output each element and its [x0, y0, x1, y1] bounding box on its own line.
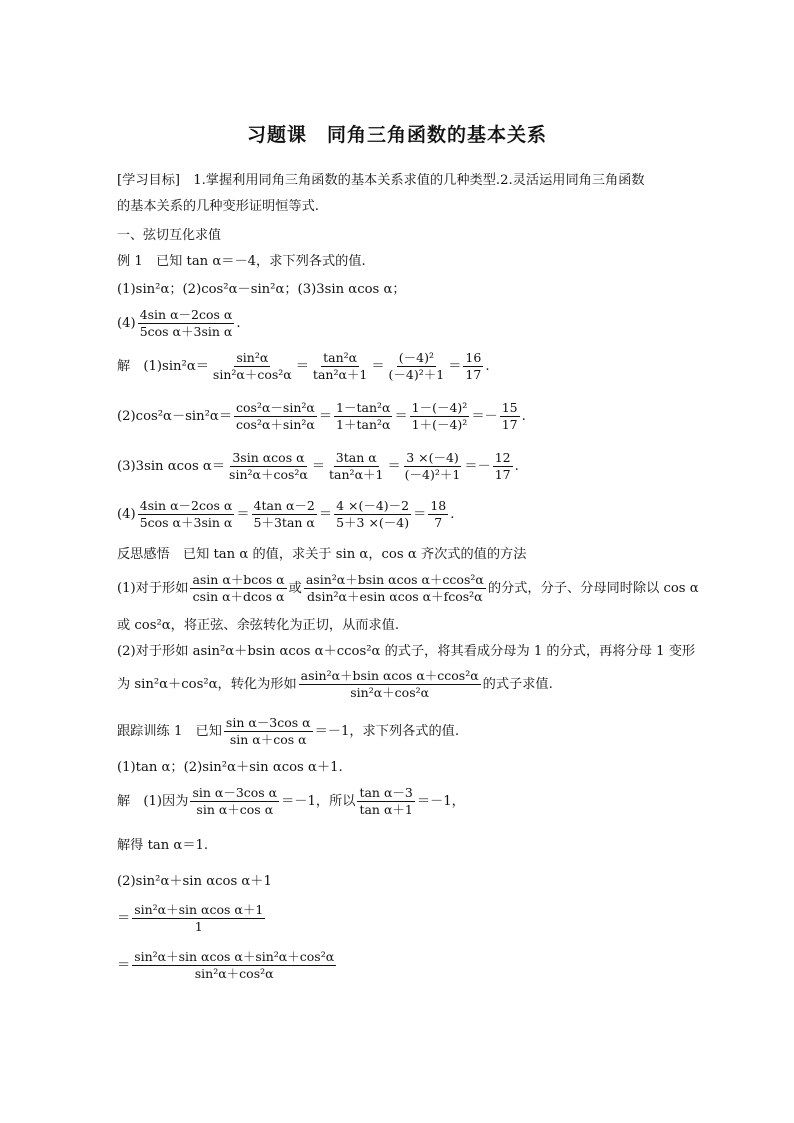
denominator: 5cos α＋3sin α [139, 515, 233, 531]
practice-1-stem [117, 716, 459, 748]
denominator: sin α＋cos α [196, 802, 274, 818]
numerator: sin²α＋sin αcos α＋1 [132, 903, 265, 919]
reflection-heading: 反思感悟 已知 tan α 的值，求关于 sin α，cos α 齐次式的值的方法 [117, 547, 527, 562]
denominator: 17 [494, 467, 511, 483]
denominator: sin²α＋cos²α [229, 467, 308, 483]
denominator: 5cos α＋3sin α [139, 324, 233, 340]
learning-objectives-line-2: 的基本关系的几种变形证明恒等式. [117, 199, 320, 214]
solution-label: 解 (1)sin²α＝ [117, 358, 209, 374]
practice-solution-2-step-1 [117, 903, 267, 935]
denominator: 1＋tan²α [336, 417, 391, 433]
fraction [304, 573, 486, 605]
equals: ＝ [448, 358, 462, 374]
numerator: (－4)² [397, 351, 436, 367]
denominator: tan α＋1 [359, 802, 413, 818]
text: 或 [288, 580, 302, 596]
fraction [311, 351, 369, 383]
numerator: sin²α＋sin αcos α＋sin²α＋cos²α [132, 950, 336, 966]
fraction [357, 786, 414, 818]
numerator: asin²α＋bsin αcos α＋ccos²α [304, 573, 486, 589]
text: 跟踪训练 1 已知 [117, 723, 222, 739]
denominator: sin²α＋cos²α [194, 966, 274, 982]
fraction [234, 401, 317, 433]
text: 解 (1)因为 [117, 793, 189, 809]
fraction [403, 451, 463, 483]
equals: ＝ [117, 957, 131, 973]
equals: ＝ [371, 358, 385, 374]
solution-label: (2)cos²α－sin²α＝ [117, 408, 233, 424]
fraction [428, 499, 448, 531]
solution-4-line: (4) $\frac{\text{4sin α－2cos α}}{\text{5cos α＋3sin α}}$ ＝ $\frac{\text{4tan α－2}}{\text{5＋3tan α}}$ ＝ $\frac{4 \times(-4)-2}{5+3 \times(-4)}$ ＝ $\frac{18}{7}$ . [117, 498, 455, 531]
denominator: 7 [434, 515, 443, 531]
numerator: 15 [500, 401, 520, 417]
denominator: tan²α＋1 [312, 367, 368, 383]
numerator: cos²α－sin²α [234, 401, 317, 417]
text: 的分式，分子、分母同时除以 cos α [487, 580, 699, 596]
denominator: csin α＋dcos α [192, 589, 285, 605]
text: ＝－1， [416, 793, 465, 809]
numerator: sin α－3cos α [224, 716, 313, 732]
practice-1-items: (1)tan α；(2)sin²α＋sin αcos α＋1. [117, 760, 343, 775]
fraction [334, 499, 411, 531]
denominator: cos²α＋sin²α [236, 417, 315, 433]
numerator: 4sin α－2cos α [138, 308, 235, 324]
fraction [224, 716, 313, 748]
section-heading: 一、弦切互化求值 [117, 228, 222, 243]
fraction [132, 950, 336, 982]
equals: ＝ [394, 408, 408, 424]
fraction [463, 351, 483, 383]
example-1-stem: 例 1 已知 tan α＝－4，求下列各式的值. [117, 254, 366, 269]
period: . [236, 315, 241, 331]
fraction [410, 401, 470, 433]
numerator: 3 ×(－4) [404, 451, 461, 467]
text: ＝－1，求下列各式的值. [314, 723, 460, 739]
reflection-point-1 [117, 573, 699, 605]
numerator: asin α＋bcos α [190, 573, 286, 589]
equals: ＝－ [471, 408, 498, 424]
numerator: 4tan α－2 [252, 499, 317, 515]
solution-1-line: 解 (1)sin²α＝ $\frac{\text{sin²α}}{\text{sin²α＋cos²α}}$ ＝ $\frac{\text{tan²α}}{\text{tan²α＋1}}$ ＝ $\frac{\text{(－4)²}}{\text{(－4)²＋1}}$ ＝ $\frac{16}{17}$ . [117, 350, 490, 383]
practice-solution-1 [117, 786, 465, 818]
numerator: 1－(－4)² [410, 401, 470, 417]
numerator: 12 [493, 451, 513, 467]
fraction [299, 669, 481, 701]
denominator: dsin²α＋esin αcos α＋fcos²α [307, 589, 483, 605]
fraction [252, 499, 317, 531]
denominator: sin²α＋cos²α [350, 685, 430, 701]
denominator: 17 [465, 367, 482, 383]
solution-label: (3)3sin αcos α＝ [117, 458, 226, 474]
numerator: asin²α＋bsin αcos α＋ccos²α [299, 669, 481, 685]
denominator: tan²α＋1 [329, 467, 384, 483]
page-title: 习题课 同角三角函数的基本关系 [246, 124, 547, 146]
fraction [387, 351, 447, 383]
practice-solution-2-step-2 [117, 950, 338, 982]
denominator: 1＋(－4)² [411, 417, 468, 433]
solution-3-line: (3)3sin αcos α＝ $\frac{\text{3sin αcos α}}{\text{sin²α＋cos²α}}$ ＝ $\frac{\text{3tan α}}{\text{tan²α＋1}}$ ＝ $\frac{3 \times(-4)}{\text{(－4)²＋1}}$ ＝－ $\frac{12}{17}$ . [117, 450, 519, 483]
equals: ＝ [318, 408, 333, 424]
equals: ＝ [311, 458, 326, 474]
numerator: 1－tan²α [334, 401, 392, 417]
reflection-point-2-line-2 [117, 669, 553, 701]
reflection-point-1-line-2: 或 cos²α，将正弦、余弦转化为正切，从而求值. [117, 618, 400, 633]
text: (1)对于形如 [117, 580, 189, 596]
denominator: 17 [501, 417, 518, 433]
numerator: 4 ×(－4)－2 [334, 499, 411, 515]
fraction [493, 451, 513, 483]
fraction [227, 451, 310, 483]
text: 的式子求值. [482, 676, 553, 692]
text: ＝－1，所以 [281, 793, 356, 809]
denominator: 1 [194, 919, 203, 935]
equals: ＝ [236, 506, 250, 522]
numerator: 18 [428, 499, 448, 515]
fraction [211, 351, 294, 383]
equals: ＝ [413, 506, 427, 522]
example-1-item-4 [117, 308, 241, 340]
numerator: sin²α [234, 351, 270, 367]
example-1-items: (1)sin²α；(2)cos²α－sin²α；(3)3sin αcos α； [117, 282, 406, 297]
practice-solution-1-result: 解得 tan α＝1. [117, 838, 209, 853]
denominator: 5＋3tan α [253, 515, 315, 531]
numerator: tan²α [321, 351, 359, 367]
denominator: (－4)²＋1 [404, 467, 461, 483]
practice-solution-2-head: (2)sin²α＋sin αcos α＋1 [117, 874, 272, 889]
fraction [190, 573, 286, 605]
denominator: sin²α＋cos²α [212, 367, 292, 383]
equals: ＝ [318, 506, 333, 522]
numerator: sin α－3cos α [190, 786, 279, 802]
numerator: tan α－3 [357, 786, 414, 802]
text: 为 sin²α＋cos²α，转化为形如 [117, 676, 297, 692]
equals: ＝－ [464, 458, 491, 474]
numerator: 3sin αcos α [230, 451, 306, 467]
numerator: 4sin α－2cos α [138, 499, 235, 515]
equals: ＝ [387, 458, 401, 474]
denominator: 5＋3 ×(－4) [336, 515, 410, 531]
fraction [327, 451, 385, 483]
equals: ＝ [295, 358, 309, 374]
reflection-point-2-line-1: (2)对于形如 asin²α＋bsin αcos α＋ccos²α 的式子，将其看成分母为 1 的分式，再将分母 1 变形 [117, 644, 696, 659]
equals: ＝ [117, 910, 131, 926]
fraction [500, 401, 520, 433]
fraction [132, 903, 265, 935]
denominator: (－4)²＋1 [388, 367, 445, 383]
item-label: (4) [117, 315, 136, 331]
learning-objectives-line-1: [学习目标] 1.掌握利用同角三角函数的基本关系求值的几种类型.2.灵活运用同角三角函数 [117, 173, 645, 188]
solution-2-line: (2)cos²α－sin²α＝ $\frac{\text{cos²α－sin²α}}{\text{cos²α＋sin²α}}$ ＝ $\frac{\text{1－tan²α}}{\text{1＋tan²α}}$ ＝ $\frac{\text{1－(－4)²}}{\text{1＋(－4)²}}$ ＝－ $\frac{15}{17}$ . [117, 400, 526, 433]
fraction [190, 786, 279, 818]
denominator: sin α＋cos α [229, 732, 307, 748]
numerator: 16 [463, 351, 483, 367]
fraction [334, 401, 392, 433]
numerator: 3tan α [334, 451, 379, 467]
solution-label: (4) [117, 506, 136, 522]
fraction [138, 308, 235, 340]
fraction [138, 499, 235, 531]
